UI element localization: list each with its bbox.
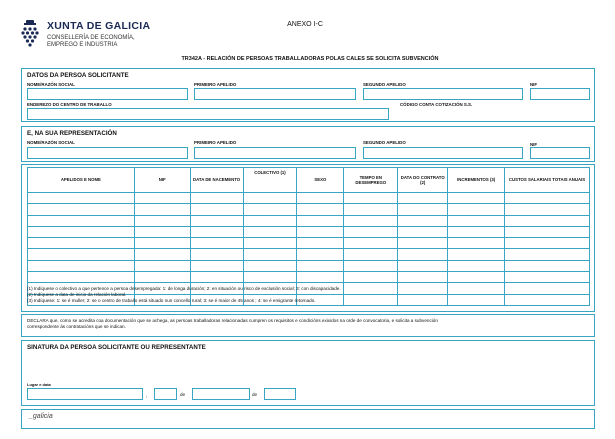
- table-cell[interactable]: [505, 260, 590, 271]
- table-cell[interactable]: [398, 238, 448, 249]
- applicant-nif-input[interactable]: [530, 88, 590, 100]
- table-cell[interactable]: [297, 249, 344, 260]
- date-de-1: de: [180, 392, 186, 397]
- org-name: XUNTA DE GALICIA: [47, 20, 151, 32]
- table-cell[interactable]: [190, 204, 243, 215]
- applicant-first-surname-input[interactable]: [194, 88, 356, 100]
- applicant-nif-label: NIF: [530, 82, 538, 87]
- table-cell[interactable]: [190, 226, 243, 237]
- representative-nif-label: NIF: [530, 142, 538, 147]
- table-cell[interactable]: [297, 204, 344, 215]
- table-cell[interactable]: [344, 204, 398, 215]
- table-cell[interactable]: [190, 215, 243, 226]
- document-title: TR342A - RELACIÓN DE PERSOAS TRABALLADORAS POLAS CALES SE SOLICITA SUBVENCIÓN: [181, 56, 439, 62]
- applicant-address-input[interactable]: [27, 108, 389, 120]
- table-cell[interactable]: [448, 260, 505, 271]
- col-header-nif: NIF: [134, 168, 190, 193]
- table-cell[interactable]: [344, 238, 398, 249]
- table-cell[interactable]: [398, 193, 448, 204]
- declaration-text: [27, 318, 587, 330]
- declaration-line2: correspondente ás contratacións que se indican.: [27, 324, 126, 330]
- month-input[interactable]: [192, 388, 250, 400]
- table-cell[interactable]: [448, 226, 505, 237]
- table-cell[interactable]: [134, 260, 190, 271]
- table-cell[interactable]: [505, 294, 590, 305]
- table-row: [28, 215, 590, 226]
- table-cell[interactable]: [28, 204, 135, 215]
- table-cell[interactable]: [243, 226, 297, 237]
- table-cell[interactable]: [297, 272, 344, 283]
- representative-first-surname-label: PRIMEIRO APELIDO: [194, 140, 237, 145]
- workers-table-header-row: [28, 168, 590, 193]
- table-cell[interactable]: [243, 260, 297, 271]
- footnote-3: (3) Indíquese: 1: se é muller; 2: se o centro de traballo está situado nun concello rural; 3: se é maior de 45 anos ; 4: se é emigrante retornado.: [27, 298, 316, 304]
- table-cell[interactable]: [344, 193, 398, 204]
- table-cell[interactable]: [398, 272, 448, 283]
- table-cell[interactable]: [505, 249, 590, 260]
- table-cell[interactable]: [448, 283, 505, 294]
- place-date-comma: ,: [146, 393, 148, 398]
- table-cell[interactable]: [297, 226, 344, 237]
- table-cell[interactable]: [448, 238, 505, 249]
- table-cell[interactable]: [134, 249, 190, 260]
- table-cell[interactable]: [28, 238, 135, 249]
- table-cell[interactable]: [190, 260, 243, 271]
- table-cell[interactable]: [297, 238, 344, 249]
- table-cell[interactable]: [297, 260, 344, 271]
- col-header-contract-date: DATA DO CONTRATO (2): [398, 168, 448, 193]
- table-row: [28, 226, 590, 237]
- applicant-ccc-label: CÓDIGO CONTA COTIZACIÓN S.S.: [400, 102, 473, 107]
- table-cell[interactable]: [344, 294, 398, 305]
- table-cell[interactable]: [297, 193, 344, 204]
- date-de-2: de: [252, 392, 258, 397]
- org-dept-line1: CONSELLERÍA DE ECONOMÍA,: [47, 35, 135, 41]
- table-cell[interactable]: [505, 238, 590, 249]
- table-cell[interactable]: [297, 215, 344, 226]
- annex-label: ANEXO I-C: [287, 21, 323, 28]
- table-cell[interactable]: [243, 249, 297, 260]
- signature-section: [21, 340, 595, 406]
- table-cell[interactable]: [28, 260, 135, 271]
- table-cell[interactable]: [344, 249, 398, 260]
- table-cell[interactable]: [398, 249, 448, 260]
- table-cell[interactable]: [243, 204, 297, 215]
- table-row: [28, 204, 590, 215]
- applicant-name-label: NOME/RAZÓN SOCIAL: [27, 82, 75, 87]
- signature-section-title: SINATURA DA PERSOA SOLICITANTE OU REPRESENTANTE: [27, 344, 206, 351]
- table-cell[interactable]: [344, 272, 398, 283]
- applicant-name-input[interactable]: [27, 88, 188, 100]
- table-cell[interactable]: [134, 204, 190, 215]
- representative-second-surname-label: SEGUNDO APELIDO: [363, 140, 406, 145]
- table-cell[interactable]: [344, 215, 398, 226]
- table-cell[interactable]: [398, 260, 448, 271]
- col-header-increments: INCREMENTOS (3): [448, 168, 505, 193]
- table-cell[interactable]: [505, 193, 590, 204]
- table-cell[interactable]: [190, 238, 243, 249]
- declaration-line1: DECLARA que, como se acredita coa documentación que se achega, as persoas traballadoras relacionadas cumpren os requisitos e condicións exixidos na orde de convocatoria, e solicita a subvención: [27, 318, 438, 323]
- footnote-2: (2) Indíquese a data de inicio da relación laboral.: [27, 292, 127, 298]
- galicia-brand: [29, 413, 53, 420]
- representative-nif-input[interactable]: [530, 147, 590, 159]
- applicant-first-surname-label: PRIMEIRO APELIDO: [194, 82, 237, 87]
- representative-second-surname-input[interactable]: [363, 147, 523, 159]
- applicant-section: [21, 68, 595, 122]
- table-cell[interactable]: [134, 272, 190, 283]
- table-cell[interactable]: [398, 283, 448, 294]
- table-row: [28, 260, 590, 271]
- col-header-name: APELIDOS E NOME: [28, 168, 135, 193]
- table-cell[interactable]: [448, 294, 505, 305]
- galicia-swoosh-icon: _: [29, 413, 33, 420]
- representative-section-title: E, NA SUA REPRESENTACIÓN: [27, 130, 117, 137]
- representative-name-input[interactable]: [27, 147, 188, 159]
- year-input[interactable]: [264, 388, 296, 400]
- col-header-birthdate: DATA DE NACEMENTO: [190, 168, 243, 193]
- applicant-second-surname-input[interactable]: [363, 88, 523, 100]
- table-cell[interactable]: [398, 204, 448, 215]
- applicant-address-label: ENDEREZO DO CENTRO DE TRABALLO: [27, 102, 112, 107]
- footnote-1: (1) Indíquese o colectivo a que pertence a persoa desempregada: 1: de longa duración; 2: en situación ou risco de exclusión social; 3: con discapacidade.: [27, 286, 341, 291]
- table-cell[interactable]: [134, 193, 190, 204]
- table-cell[interactable]: [28, 249, 135, 260]
- table-cell[interactable]: [398, 215, 448, 226]
- table-cell[interactable]: [243, 193, 297, 204]
- table-cell[interactable]: [505, 215, 590, 226]
- table-cell[interactable]: [448, 193, 505, 204]
- representative-section: [21, 126, 595, 162]
- table-cell[interactable]: [448, 204, 505, 215]
- table-row: [28, 238, 590, 249]
- applicant-section-title: DATOS DA PERSOA SOLICITANTE: [27, 72, 129, 79]
- col-header-salary-costs: CUSTOS SALARIAIS TOTAIS ANUAIS: [505, 168, 590, 193]
- table-cell[interactable]: [398, 226, 448, 237]
- place-date-label: Lugar e data: [27, 382, 51, 387]
- table-cell[interactable]: [505, 226, 590, 237]
- table-cell[interactable]: [505, 272, 590, 283]
- representative-first-surname-input[interactable]: [194, 147, 356, 159]
- table-cell[interactable]: [505, 204, 590, 215]
- col-header-unemployment: TEMPO EN DESEMPREGO: [344, 168, 398, 193]
- xunta-logo-icon: [19, 20, 41, 48]
- footer-bar: [21, 409, 595, 429]
- table-cell[interactable]: [448, 215, 505, 226]
- day-input[interactable]: [154, 388, 177, 400]
- col-header-sex: SEXO: [297, 168, 344, 193]
- col-header-collective: COLECTIVO (1): [243, 168, 297, 193]
- applicant-second-surname-label: SEGUNDO APELIDO: [363, 82, 406, 87]
- table-cell[interactable]: [28, 272, 135, 283]
- org-dept-line2: EMPREGO E INDUSTRIA: [47, 42, 118, 49]
- table-cell[interactable]: [28, 215, 135, 226]
- table-cell[interactable]: [134, 226, 190, 237]
- table-cell[interactable]: [190, 249, 243, 260]
- table-cell[interactable]: [28, 193, 135, 204]
- representative-name-label: NOME/RAZÓN SOCIAL: [27, 140, 75, 145]
- table-cell[interactable]: [243, 215, 297, 226]
- galicia-brand-text: galicia: [32, 413, 53, 420]
- table-cell[interactable]: [505, 283, 590, 294]
- table-cell[interactable]: [344, 226, 398, 237]
- table-cell[interactable]: [448, 249, 505, 260]
- table-cell[interactable]: [398, 294, 448, 305]
- table-cell[interactable]: [134, 215, 190, 226]
- footnotes: [27, 286, 341, 305]
- table-cell[interactable]: [344, 283, 398, 294]
- table-cell[interactable]: [448, 272, 505, 283]
- table-cell[interactable]: [344, 260, 398, 271]
- table-cell[interactable]: [28, 226, 135, 237]
- table-cell[interactable]: [190, 272, 243, 283]
- table-cell[interactable]: [243, 238, 297, 249]
- table-cell[interactable]: [134, 238, 190, 249]
- table-row: [28, 272, 590, 283]
- table-cell[interactable]: [190, 193, 243, 204]
- table-cell[interactable]: [243, 272, 297, 283]
- place-input[interactable]: [27, 388, 143, 400]
- org-department: [47, 35, 135, 49]
- table-row: [28, 193, 590, 204]
- table-row: [28, 249, 590, 260]
